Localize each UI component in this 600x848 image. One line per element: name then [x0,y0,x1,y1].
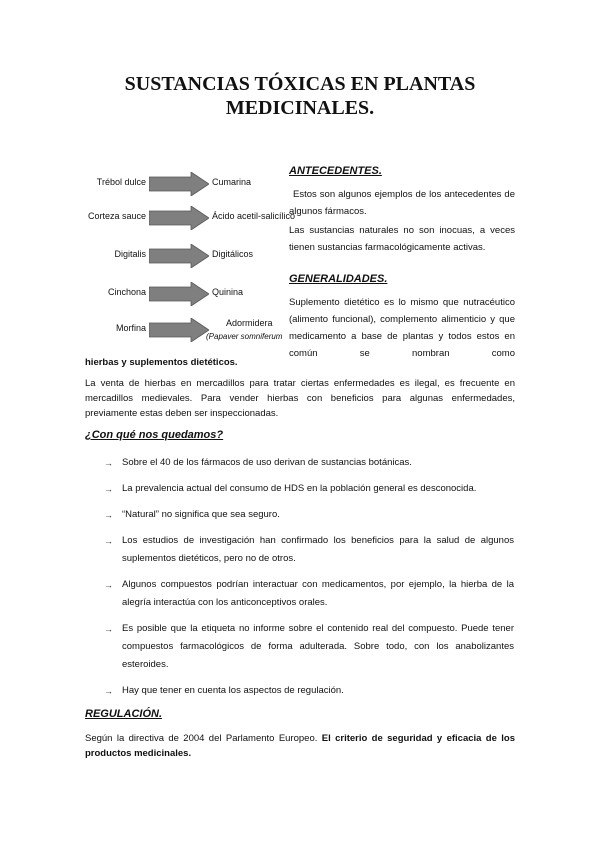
list-item [104,506,514,524]
arrow-bullet-icon: → [104,580,113,590]
diagram-target-sub: (Papaver somniferum [206,332,283,341]
list-item [104,454,514,472]
diagram-row [84,318,284,342]
arrow-bullet-icon: → [104,458,113,468]
arrow-bullet-icon: → [104,510,113,520]
diagram-source: Cinchona [107,287,146,297]
antecedentes-paragraph-2: Las sustancias naturales no son inocuas, a veces tienen sustancias farmacológicamente activas. [289,225,515,253]
list-item-text: “Natural” no significa que sea seguro. [122,509,280,520]
diagram-target: Quinina [212,287,244,297]
generalidades-paragraph-1-cont: hierbas y suplementos dietéticos. [85,357,238,368]
diagram-row [84,282,284,306]
title-line-1: SUSTANCIAS TÓXICAS EN PLANTAS [124,73,476,95]
diagram-source: Digitalis [114,249,146,259]
generalidades-heading: GENERALIDADES. [289,273,388,285]
list-item-text: Algunos compuestos podrían interactuar con medicamentos, por ejemplo, la hierba de la alegría interactúa con los anticonceptivos orales. [122,579,514,608]
diagram-source: Trébol dulce [96,177,146,187]
list-item [104,620,514,674]
list-item [104,480,514,498]
diagram-row [84,206,296,230]
diagram-target: Adormidera [226,318,273,328]
list-item-text: Sobre el 40 de los fármacos de uso derivan de sustancias botánicas. [122,457,412,468]
list-item [104,532,514,568]
right-arrow-icon [149,206,209,230]
page-title [60,72,540,120]
diagram-row [84,244,284,268]
right-arrow-icon [149,172,209,196]
conclusion-heading: ¿Con qué nos quedamos? [85,429,224,441]
right-arrow-icon [149,282,209,306]
antecedentes-paragraph-1: Estos son algunos ejemplos de los antecedentes de algunos fármacos. [289,189,515,217]
diagram-target: Cumarina [212,177,252,187]
list-item [104,682,514,700]
regulacion-bold-text: El criterio de seguridad y eficacia de los productos medicinales. [85,733,515,759]
title-line-2: MEDICINALES. [225,97,375,119]
generalidades-paragraph-1: Suplemento dietético es lo mismo que nutracéutico (alimento funcional), complemento alimenticio y que medicamento a base de plantas y todos estos en común se nombran como [289,297,515,359]
right-arrow-icon [149,318,209,342]
diagram-target: Ácido acetil-salicílico [212,211,296,221]
list-item-text: La prevalencia actual del consumo de HDS en la población general es desconocida. [122,483,477,494]
regulacion-text: Según la directiva de 2004 del Parlamento Europeo. [85,733,322,744]
diagram-target: Digitálicos [212,249,254,259]
right-arrow-icon [149,244,209,268]
arrow-bullet-icon: → [104,686,113,696]
regulacion-heading: REGULACIÓN. [85,708,162,720]
list-item [104,576,514,612]
diagram-source: Corteza sauce [87,211,146,221]
plant-drug-diagram [84,160,296,350]
generalidades-paragraph-2: La venta de hierbas en mercadillos para tratar ciertas enfermedades es ilegal, es frecuente en mercadillos medievales. Para vender hierbas con beneficios para algunas enfermedades, previamente estas deben ser inspeccionadas. [85,378,515,419]
arrow-bullet-icon: → [104,624,113,634]
conclusion-list [104,454,514,708]
list-item-text: Hay que tener en cuenta los aspectos de regulación. [122,685,344,696]
arrow-bullet-icon: → [104,536,113,546]
list-item-text: Es posible que la etiqueta no informe sobre el contenido real del compuesto. Puede tener compuestos farmacológicos de forma adulterada. Sobre todo, con los anabolizantes esteroides. [122,623,514,670]
diagram-row [84,172,284,196]
regulacion-paragraph [85,731,515,761]
arrow-bullet-icon: → [104,484,113,494]
antecedentes-heading: ANTECEDENTES. [289,165,382,177]
diagram-source: Morfina [115,323,146,333]
list-item-text: Los estudios de investigación han confirmado los beneficios para la salud de algunos suplementos dietéticos, pero no de otros. [122,535,514,564]
